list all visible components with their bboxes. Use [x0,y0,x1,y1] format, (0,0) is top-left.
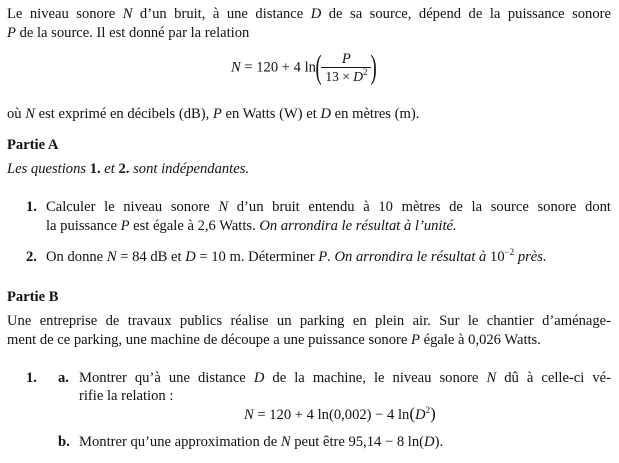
partA-note: Les questions 1. et 2. sont indépendantes. [7,161,250,177]
intro-line-3: où N est exprimé en décibels (dB), P en Watts (W) et D en mètres (m). [7,106,420,122]
left-paren: ( [315,49,322,86]
partB-q1a-label: a. [58,370,69,386]
partB-q1-number: 1. [26,370,37,386]
partB-q1b-label: b. [58,434,70,450]
intro-line-1: Le niveau sonore N d’un bruit, à une distance D de sa source, dépend de la puissance sonore [7,6,611,22]
fraction: $\frac{P}{13 \times D^2}$ [321,51,371,85]
partA-q1-number: 1. [26,199,37,215]
partB-q1a-line-2: rifie la relation : [79,388,174,404]
right-paren: ) [370,49,378,86]
partA-q2-number: 2. [26,249,37,265]
partA-q1-line-1: Calculer le niveau sonore N d’un bruit entendu à 10 mètres de la source sonore dont [46,199,611,215]
partA-title: Partie A [7,137,59,153]
partB-title: Partie B [7,289,59,305]
partB-q1b-line: Montrer qu’une approximation de N peut être 95,14 − 8 ln(D). [79,434,444,450]
partA-q1-line-2: la puissance P est égale à 2,6 Watts. On arrondira le résultat à l’unité. [46,218,457,234]
partB-para-line-1: Une entreprise de travaux publics réalise un parking en plein air. Sur le chantier d’aménage- [7,313,611,329]
partB-q1a-line-1: Montrer qu’à une distance D de la machine, le niveau sonore N dû à celle-ci vé- [79,370,612,386]
partA-q2-line: On donne N = 84 dB et D = 10 m. Déterminer P. On arrondira le résultat à $10^{-2}$ près. [46,247,547,265]
partB-para-line-2: ment de ce parking, une machine de découpe a une puissance sonore P égale à 0,026 Watts. [7,332,541,348]
formula-b1a: N = 120 + 4 ln(0,002) − 4 $\ln(D^2)$ [244,404,436,423]
intro-line-2: P de la source. Il est donné par la relation [7,25,250,41]
formula-main: N = 120 + 4 ln( $\frac{P}{13 \times D^2}$ ) [231,49,378,86]
